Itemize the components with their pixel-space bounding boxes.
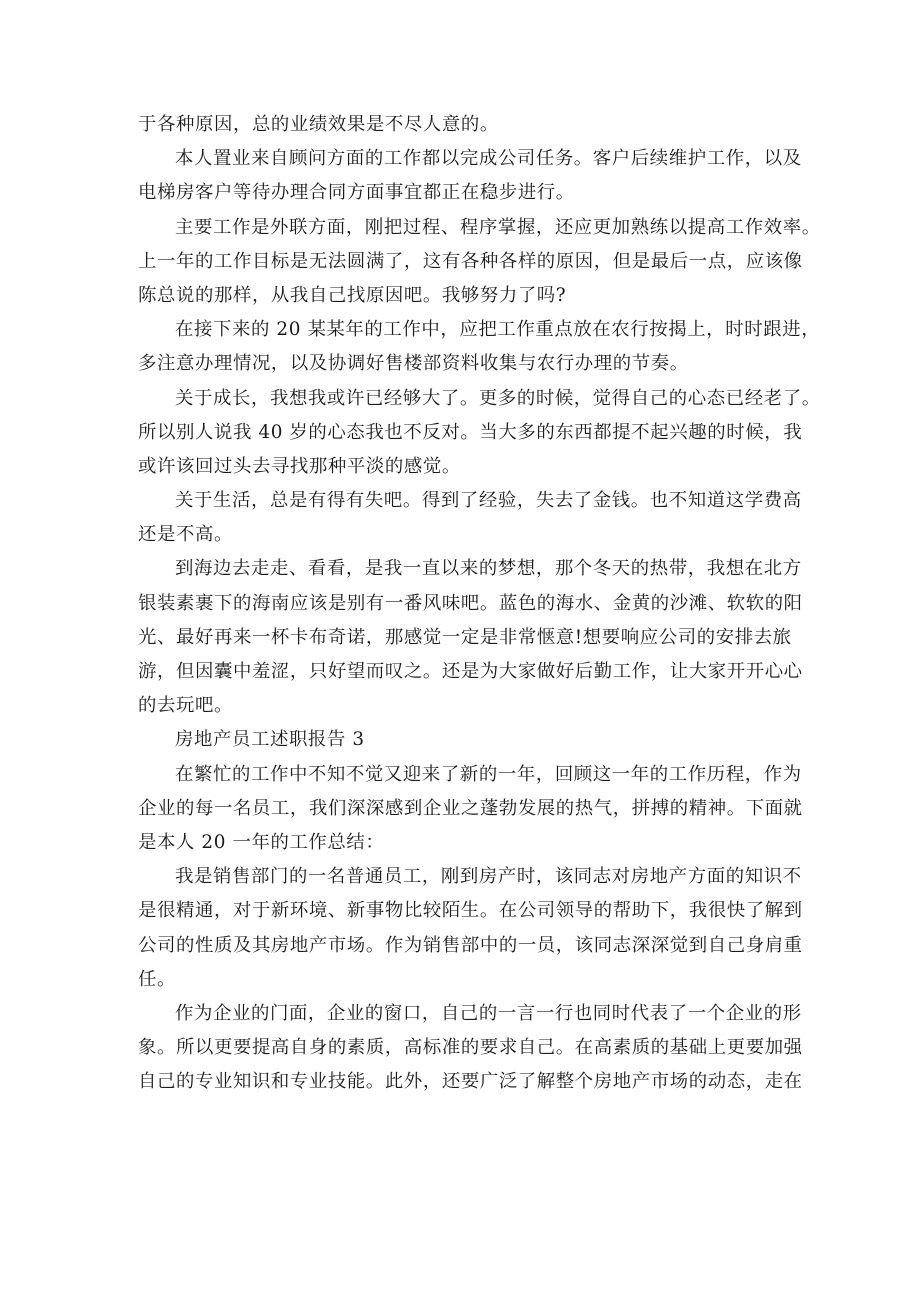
text-line: 企业的每一名员工，我们深深感到企业之蓬勃发展的热气，拼搏的精神。下面就	[138, 797, 803, 819]
text-line: 自己的专业知识和专业技能。此外，还要广泛了解整个房地产市场的动态，走在	[138, 1071, 803, 1093]
text-line: 上一年的工作目标是无法圆满了，这有各种各样的原因，但是最后一点，应该像	[138, 250, 803, 272]
text-line: 公司的性质及其房地产市场。作为销售部中的一员，该同志深深觉到自己身肩重	[138, 934, 803, 956]
text-line: 是本人 20 一年的工作总结：	[138, 831, 385, 853]
text-line: 本人置业来自顾问方面的工作都以完成公司任务。客户后续维护工作，以及	[175, 148, 802, 170]
text-line: 光、最好再来一杯卡布奇诺，那感觉一定是非常惬意!想要响应公司的安排去旅	[138, 626, 792, 648]
text-line: 还是不高。	[138, 524, 233, 546]
text-line: 作为企业的门面，企业的窗口，自己的一言一行也同时代表了一个企业的形	[175, 1002, 802, 1024]
text-line: 在接下来的 20 某某年的工作中，应把工作重点放在农行按揭上，时时跟进，	[175, 319, 821, 341]
text-line: 多注意办理情况，以及协调好售楼部资料收集与农行办理的节奏。	[138, 353, 689, 375]
text-line: 任。	[138, 968, 176, 990]
text-line: 主要工作是外联方面，刚把过程、程序掌握，还应更加熟练以提高工作效率。	[175, 216, 821, 238]
text-line: 的去玩吧。	[138, 695, 233, 717]
text-line: 所以别人说我 40 岁的心态我也不反对。当大多的东西都提不起兴趣的时候，我	[138, 421, 803, 443]
text-line: 到海边去走走、看看，是我一直以来的梦想，那个冬天的热带，我想在北方	[175, 558, 802, 580]
text-line: 象。所以更要提高自身的素质，高标准的要求自己。在高素质的基础上更要加强	[138, 1037, 803, 1059]
text-line: 银装素裹下的海南应该是别有一番风味吧。蓝色的海水、金黄的沙滩、软软的阳	[138, 592, 803, 614]
text-line: 我是销售部门的一名普通员工，刚到房产时，该同志对房地产方面的知识不	[175, 866, 802, 888]
text-line: 关于生活，总是有得有失吧。得到了经验，失去了金钱。也不知道这学费高	[175, 490, 802, 512]
text-line: 陈总说的那样，从我自己找原因吧。我够努力了吗?	[138, 284, 567, 306]
text-line: 游，但因囊中羞涩，只好望而叹之。还是为大家做好后勤工作，让大家开开心心	[138, 661, 803, 682]
text-line: 或许该回过头去寻找那种平淡的感觉。	[138, 455, 461, 477]
text-line: 于各种原因，总的业绩效果是不尽人意的。	[138, 114, 499, 135]
text-line: 在繁忙的工作中不知不觉又迎来了新的一年，回顾这一年的工作历程，作为	[175, 763, 802, 785]
text-line: 是很精通，对于新环境、新事物比较陌生。在公司领导的帮助下，我很快了解到	[138, 900, 803, 922]
text-line: 关于成长，我想我或许已经够大了。更多的时候，觉得自己的心态已经老了。	[175, 387, 821, 409]
text-line: 电梯房客户等待办理合同方面事宜都正在稳步进行。	[138, 182, 575, 204]
section-heading: 房地产员工述职报告 3	[175, 729, 365, 751]
document-body	[138, 108, 821, 1099]
